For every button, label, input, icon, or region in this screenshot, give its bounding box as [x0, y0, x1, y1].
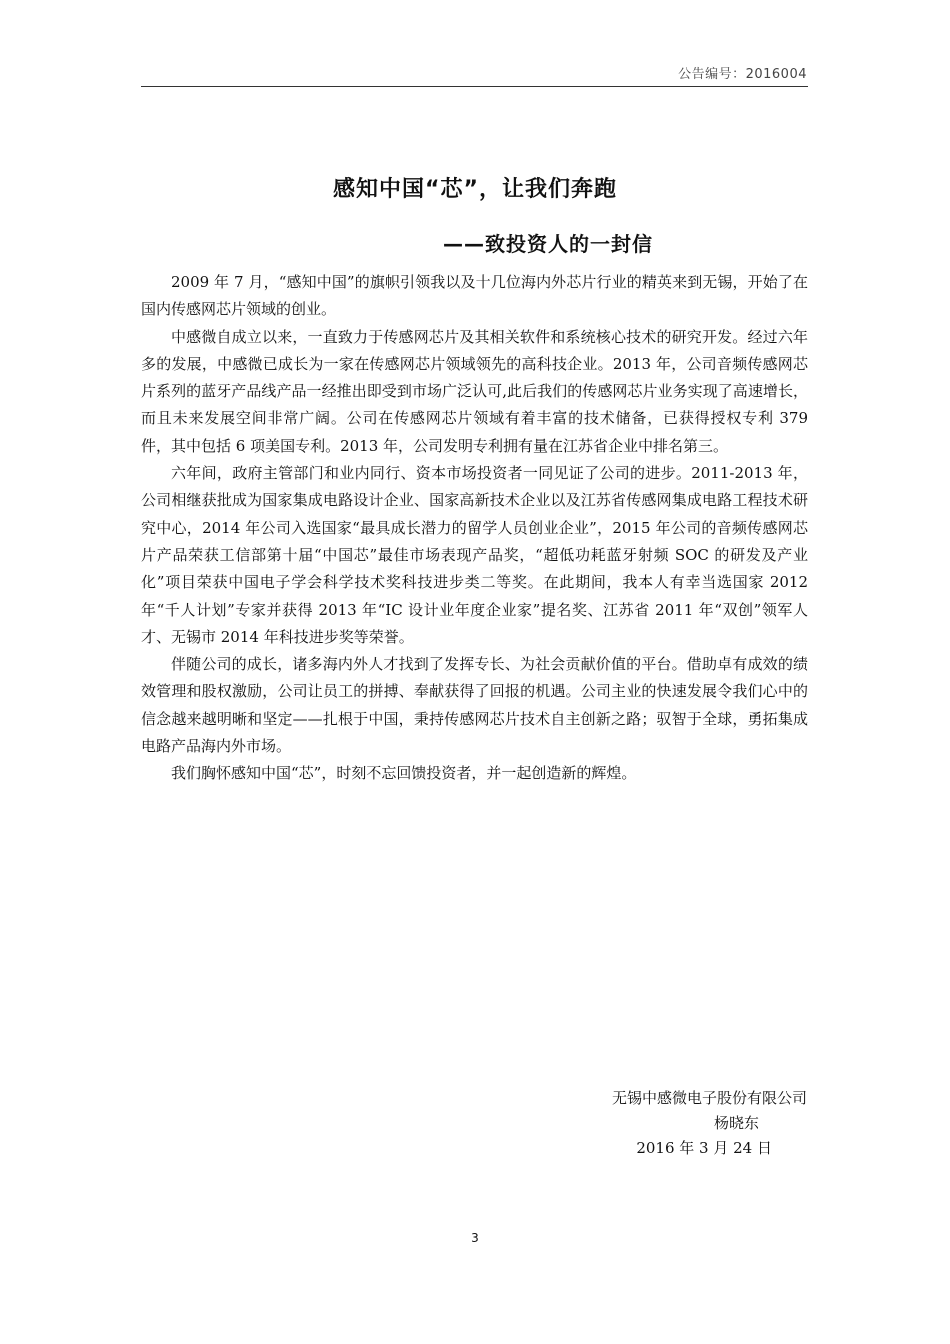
header-divider — [141, 86, 808, 87]
letter-body — [141, 269, 808, 788]
paragraph-3: 六年间，政府主管部门和业内同行、资本市场投资者一同见证了公司的进步。2011-2013 年，公司相继获批成为国家集成电路设计企业、国家高新技术企业以及江苏省传感网集成电路工程技术研究中心，2014 年公司入选国家“最具成长潜力的留学人员创业企业”，2015 年公司的音频传感网芯片产品荣获工信部第十届“中国芯”最佳市场表现产品奖，“超低功耗蓝牙射频 SOC 的研发及产业化”项目荣获中国电子学会科学技术奖科技进步类二等奖。在此期间，我本人有幸当选国家 2012 年“千人计划”专家并获得 2013 年“IC 设计业年度企业家”提名奖、江苏省 2011 年“双创”领军人才、无锡市 2014 年科技进步奖等荣誉。 — [141, 464, 808, 646]
signature-name: 杨晓东 — [713, 1114, 759, 1132]
page-number: 3 — [471, 1231, 479, 1245]
paragraph-4: 伴随公司的成长，诸多海内外人才找到了发挥专长、为社会贡献价值的平台。借助卓有成效的绩效管理和股权激励，公司让员工的拼搏、奉献获得了回报的机遇。公司主业的快速发展令我们心中的信念越来越明晰和坚定——扎根于中国，秉持传感网芯片技术自主创新之路；驭智于全球，勇拓集成电路产品海内外市场。 — [141, 655, 808, 756]
letter-title: 感知中国“芯”，让我们奔跑 — [333, 177, 617, 202]
paragraph-5: 我们胸怀感知中国“芯”，时刻不忘回馈投资者，并一起创造新的辉煌。 — [171, 764, 637, 783]
letter-subtitle: ——致投资人的一封信 — [443, 232, 653, 256]
signature-date: 2016 年 3 月 24 日 — [636, 1139, 772, 1157]
paragraph-2: 中感微自成立以来，一直致力于传感网芯片及其相关软件和系统核心技术的研究开发。经过六年多的发展，中感微已成长为一家在传感网芯片领域领先的高科技企业。2013 年，公司音频传感网芯片系列的蓝牙产品线产品一经推出即受到市场广泛认可,此后我们的传感网芯片业务实现了高速增长，而且未来发展空间非常广阔。公司在传感网芯片领域有着丰富的技术储备，已获得授权专利 379 件，其中包括 6 项美国专利。2013 年，公司发明专利拥有量在江苏省企业中排名第三。 — [141, 327, 808, 455]
signature-company: 无锡中感微电子股份有限公司 — [611, 1089, 807, 1107]
paragraph-1: 2009 年 7 月，“感知中国”的旗帜引领我以及十几位海内外芯片行业的精英来到无锡，开始了在国内传感网芯片领域的创业。 — [141, 273, 808, 319]
announcement-code: 公告编号：2016004 — [678, 67, 807, 82]
